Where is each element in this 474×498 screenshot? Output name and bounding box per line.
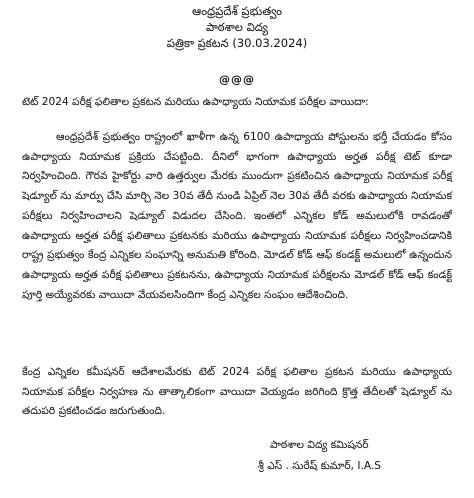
signatory-name: శ్రీ ఎస్ . సురేష్ కుమార్, I.A.S (258, 460, 382, 472)
department-title: పాఠశాల విద్య (205, 20, 269, 34)
separator: @@@ (219, 73, 255, 86)
government-title: ఆంధ్రప్రదేశ్ ప్రభుత్వం (192, 4, 282, 18)
press-release-title: పత్రికా ప్రకటన (30.03.2024) (166, 36, 308, 50)
body-paragraph-2: కేంద్ర ఎన్నికల కమీషనర్ ఆదేశాలమేరకు టెట్ 2024 పరీక్ష ఫలితాల ప్రకటన మరియు ఉపాధ్యాయ నియామక పరీక్షల నిర్వహణ ను తాత్కాలికంగా వాయిదా వెయ్యడం జరిగింది క్రొత్త తేదీలతో షెడ్యూల్ ను తదుపరి ప్రకటించడం జరుగుతుంది. (22, 366, 452, 418)
signatory-designation: పాఠశాల విద్య కమిషనర్ (270, 439, 369, 451)
body-paragraph-1: ఆంధ్రప్రదేశ్ ప్రభుత్వం రాష్ట్రంలో ఖాళీగా ఉన్న 6100 ఉపాధ్యాయ పోస్టులను భర్తీ చేయడం కోసం ఉపాధ్యాయ నియామక ప్రక్రియ చేపట్టింది. దీనిలో భాగంగా ఉపాధ్యాయ అర్హత పరీక్ష టెట్ కూడా నిర్వహించింది. గౌరవ హైకోర్టు వారి ఉత్తర్వుల మేరకు ముందుగా ప్రకటించిన ఉపాధ్యాయ నియామక పరీక్ష షెడ్యూల్ ను మార్పు చేసి మార్చి నెల 30వ తేదీ నుండి ఏప్రిల్ నెల 30వ తేదీ వరకు ఉపాధ్యాయ నియామక పరీక్షలు నిర్వహించాలని షెడ్యూల్ విడుదల చేసింది. ఇంతలో ఎన్నికల కోడ్ అమలులోకి రావడంతో ఉపాధ్యాయ అర్హత పరీక్ష ఫలితాలు ప్రకటనకు మరియు ఉపాధ్యాయ నియామక పరీక్షలు నిర్వహించడానికి రాష్ట్ర ప్రభుత్వం కేంద్ర ఎన్నికల సంఘాన్ని అనుమతి కోరింది. మోడల్ కోడ్ ఆఫ్ కండక్ట్ అమలులో ఉన్నందున ఉపాధ్యాయ అర్హత పరీక్ష ఫలితాలు ప్రకటనను, ఉపాధ్యాయ నియామక పరీక్షలను మోడల్ కోడ్ ఆఫ్ కండక్ట్ పూర్తి అయ్యేవరకు వాయిదా వేయవలసిందిగా కేంద్ర ఎన్నికల సంఘం ఆదేశించింది. (22, 131, 452, 301)
subject-line: టెట్ 2024 పరీక్ష ఫలితాల ప్రకటన మరియు ఉపాధ్యాయ నియామక పరీక్షల వాయిదా: (22, 96, 369, 108)
